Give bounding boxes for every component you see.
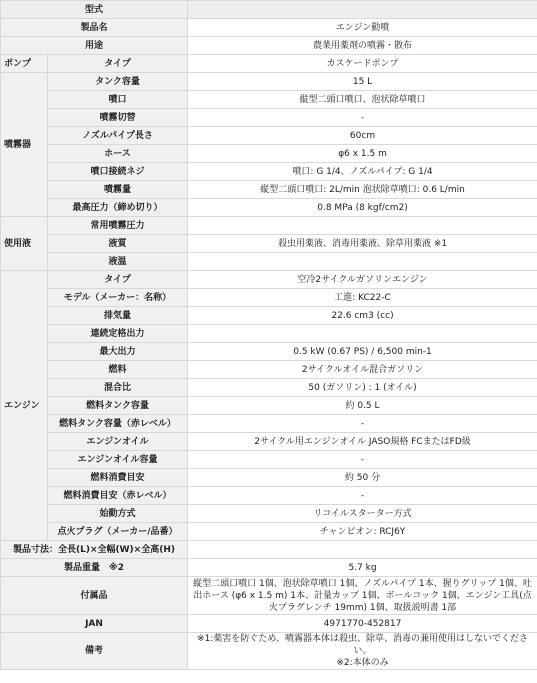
row-value: チャンピオン: RCJ6Y [188,523,537,541]
row-label: 混合比 [48,379,188,397]
group-label-engine: エンジン [1,271,48,541]
row-value: - [188,415,537,433]
row-value: - [188,487,537,505]
row-label: 付属品 [1,577,188,615]
table-row [1,307,537,325]
table-row [1,253,537,271]
row-value: φ6 x 1.5 m [188,145,537,163]
row-value [188,253,537,271]
table-row [1,235,537,253]
row-value: 農業用薬剤の噴霧・散布 [188,37,537,55]
row-value: 縦型二頭口噴口、泡状除草噴口 [188,91,537,109]
row-label: 燃料消費目安 [48,469,188,487]
table-row [1,559,537,577]
row-value: 22.6 cm3 (cc) [188,307,537,325]
row-value: - [188,451,537,469]
table-row [1,343,537,361]
row-value [188,325,537,343]
table-row [1,73,537,91]
row-value: 5.7 kg [188,559,537,577]
table-row [1,289,537,307]
row-value: 約 0.5 L [188,397,537,415]
table-row [1,433,537,451]
row-value: 0.8 MPa (8 kgf/cm2) [188,199,537,217]
table-row [1,19,537,37]
row-label: 液温 [48,253,188,271]
row-value: 15 L [188,73,537,91]
table-row [1,361,537,379]
table-row [1,37,537,55]
row-value [188,633,537,670]
row-label: 燃料タンク容量（赤レベル） [48,415,188,433]
table-row [1,379,537,397]
row-label: 燃料タンク容量 [48,397,188,415]
row-value: 工進: KC22-C [188,289,537,307]
group-label-pump: ポンプ [1,55,48,73]
table-row [1,91,537,109]
row-value: カスケードポンプ [188,55,537,73]
table-row [1,163,537,181]
row-label: 製品名 [1,19,188,37]
row-label: タイプ [48,271,188,289]
row-value: 60cm [188,127,537,145]
table-row [1,487,537,505]
row-label: タイプ [48,55,188,73]
row-label: 液質 [48,235,188,253]
row-value: - [188,109,537,127]
table-row [1,127,537,145]
row-label: 噴口接続ネジ [48,163,188,181]
table-row [1,217,537,235]
table-row [1,271,537,289]
row-value: 縦型二頭口噴口: 2L/min 泡状除草噴口: 0.6 L/min [188,181,537,199]
row-value: 4971770-452817 [188,615,537,633]
row-label: 点火プラグ（メーカー/品番） [48,523,188,541]
table-row [1,469,537,487]
row-label: 噴霧量 [48,181,188,199]
group-label-liquid: 使用液 [1,217,48,271]
table-row [1,541,537,559]
row-label: 燃料 [48,361,188,379]
row-label: 噴口 [48,91,188,109]
table-row [1,505,537,523]
row-value: 約 50 分 [188,469,537,487]
table-row [1,109,537,127]
table-row [1,615,537,633]
row-value: エンジン動噴 [188,19,537,37]
header-label: 型式 [1,1,188,19]
row-label: 最大出力 [48,343,188,361]
row-value: 殺虫用薬液、消毒用薬液、除草用薬液 ※1 [188,235,537,253]
row-label: 製品重量 ※2 [1,559,188,577]
table-row-header [1,1,537,19]
table-row [1,633,537,670]
row-value: 0.5 kW (0.67 PS) / 6,500 min-1 [188,343,537,361]
row-value: 噴口: G 1/4、ノズルパイプ: G 1/4 [188,163,537,181]
group-label-sprayer: 噴霧器 [1,73,48,217]
row-label: 噴霧切替 [48,109,188,127]
row-value [188,217,537,235]
row-value: 2サイクルオイル混合ガソリン [188,361,537,379]
row-value [188,541,537,559]
table-row [1,577,537,615]
table-row [1,451,537,469]
row-label: 用途 [1,37,188,55]
table-row [1,199,537,217]
row-label: JAN [1,615,188,633]
row-label: 備考 [1,633,188,670]
row-value: 2サイクル用エンジンオイル JASO規格 FCまたはFD級 [188,433,537,451]
note-line-1: ※1:薬害を防ぐため、噴霧器本体は殺虫、除草、消毒の兼用使用はしないでください。 [197,634,528,656]
row-label: 排気量 [48,307,188,325]
row-label: 連続定格出力 [48,325,188,343]
table-row [1,415,537,433]
row-label: エンジンオイル容量 [48,451,188,469]
table-row [1,55,537,73]
row-label: 始動方式 [48,505,188,523]
table-row [1,523,537,541]
header-value [188,1,537,19]
row-label: エンジンオイル [48,433,188,451]
row-label: 最高圧力（締め切り） [48,199,188,217]
note-line-2: ※2:本体のみ [336,658,389,668]
row-value: 50 (ガソリン) : 1 (オイル) [188,379,537,397]
row-label: 常用噴霧圧力 [48,217,188,235]
row-label: タンク容量 [48,73,188,91]
row-label: ノズルパイプ長さ [48,127,188,145]
table-row [1,145,537,163]
row-label: 燃料消費目安（赤レベル） [48,487,188,505]
table-row [1,397,537,415]
table-row [1,325,537,343]
row-label: モデル（メーカー：名称） [48,289,188,307]
row-label: ホース [48,145,188,163]
row-value: 空冷2サイクルガソリンエンジン [188,271,537,289]
row-value: リコイルスターター方式 [188,505,537,523]
table-row [1,181,537,199]
row-label: 製品寸法：全長(L)×全幅(W)×全高(H) [1,541,188,559]
row-value: 縦型二頭口噴口 1個、泡状除草噴口 1個、ノズルパイプ 1本、握りグリップ 1個、吐出ホース (φ6 x 1.5 m) 1本、計量カップ 1個、ボールコック 1個、エンジン工具(点火プラグレンチ 19mm) 1個、取扱説明書 1部 [188,577,537,615]
